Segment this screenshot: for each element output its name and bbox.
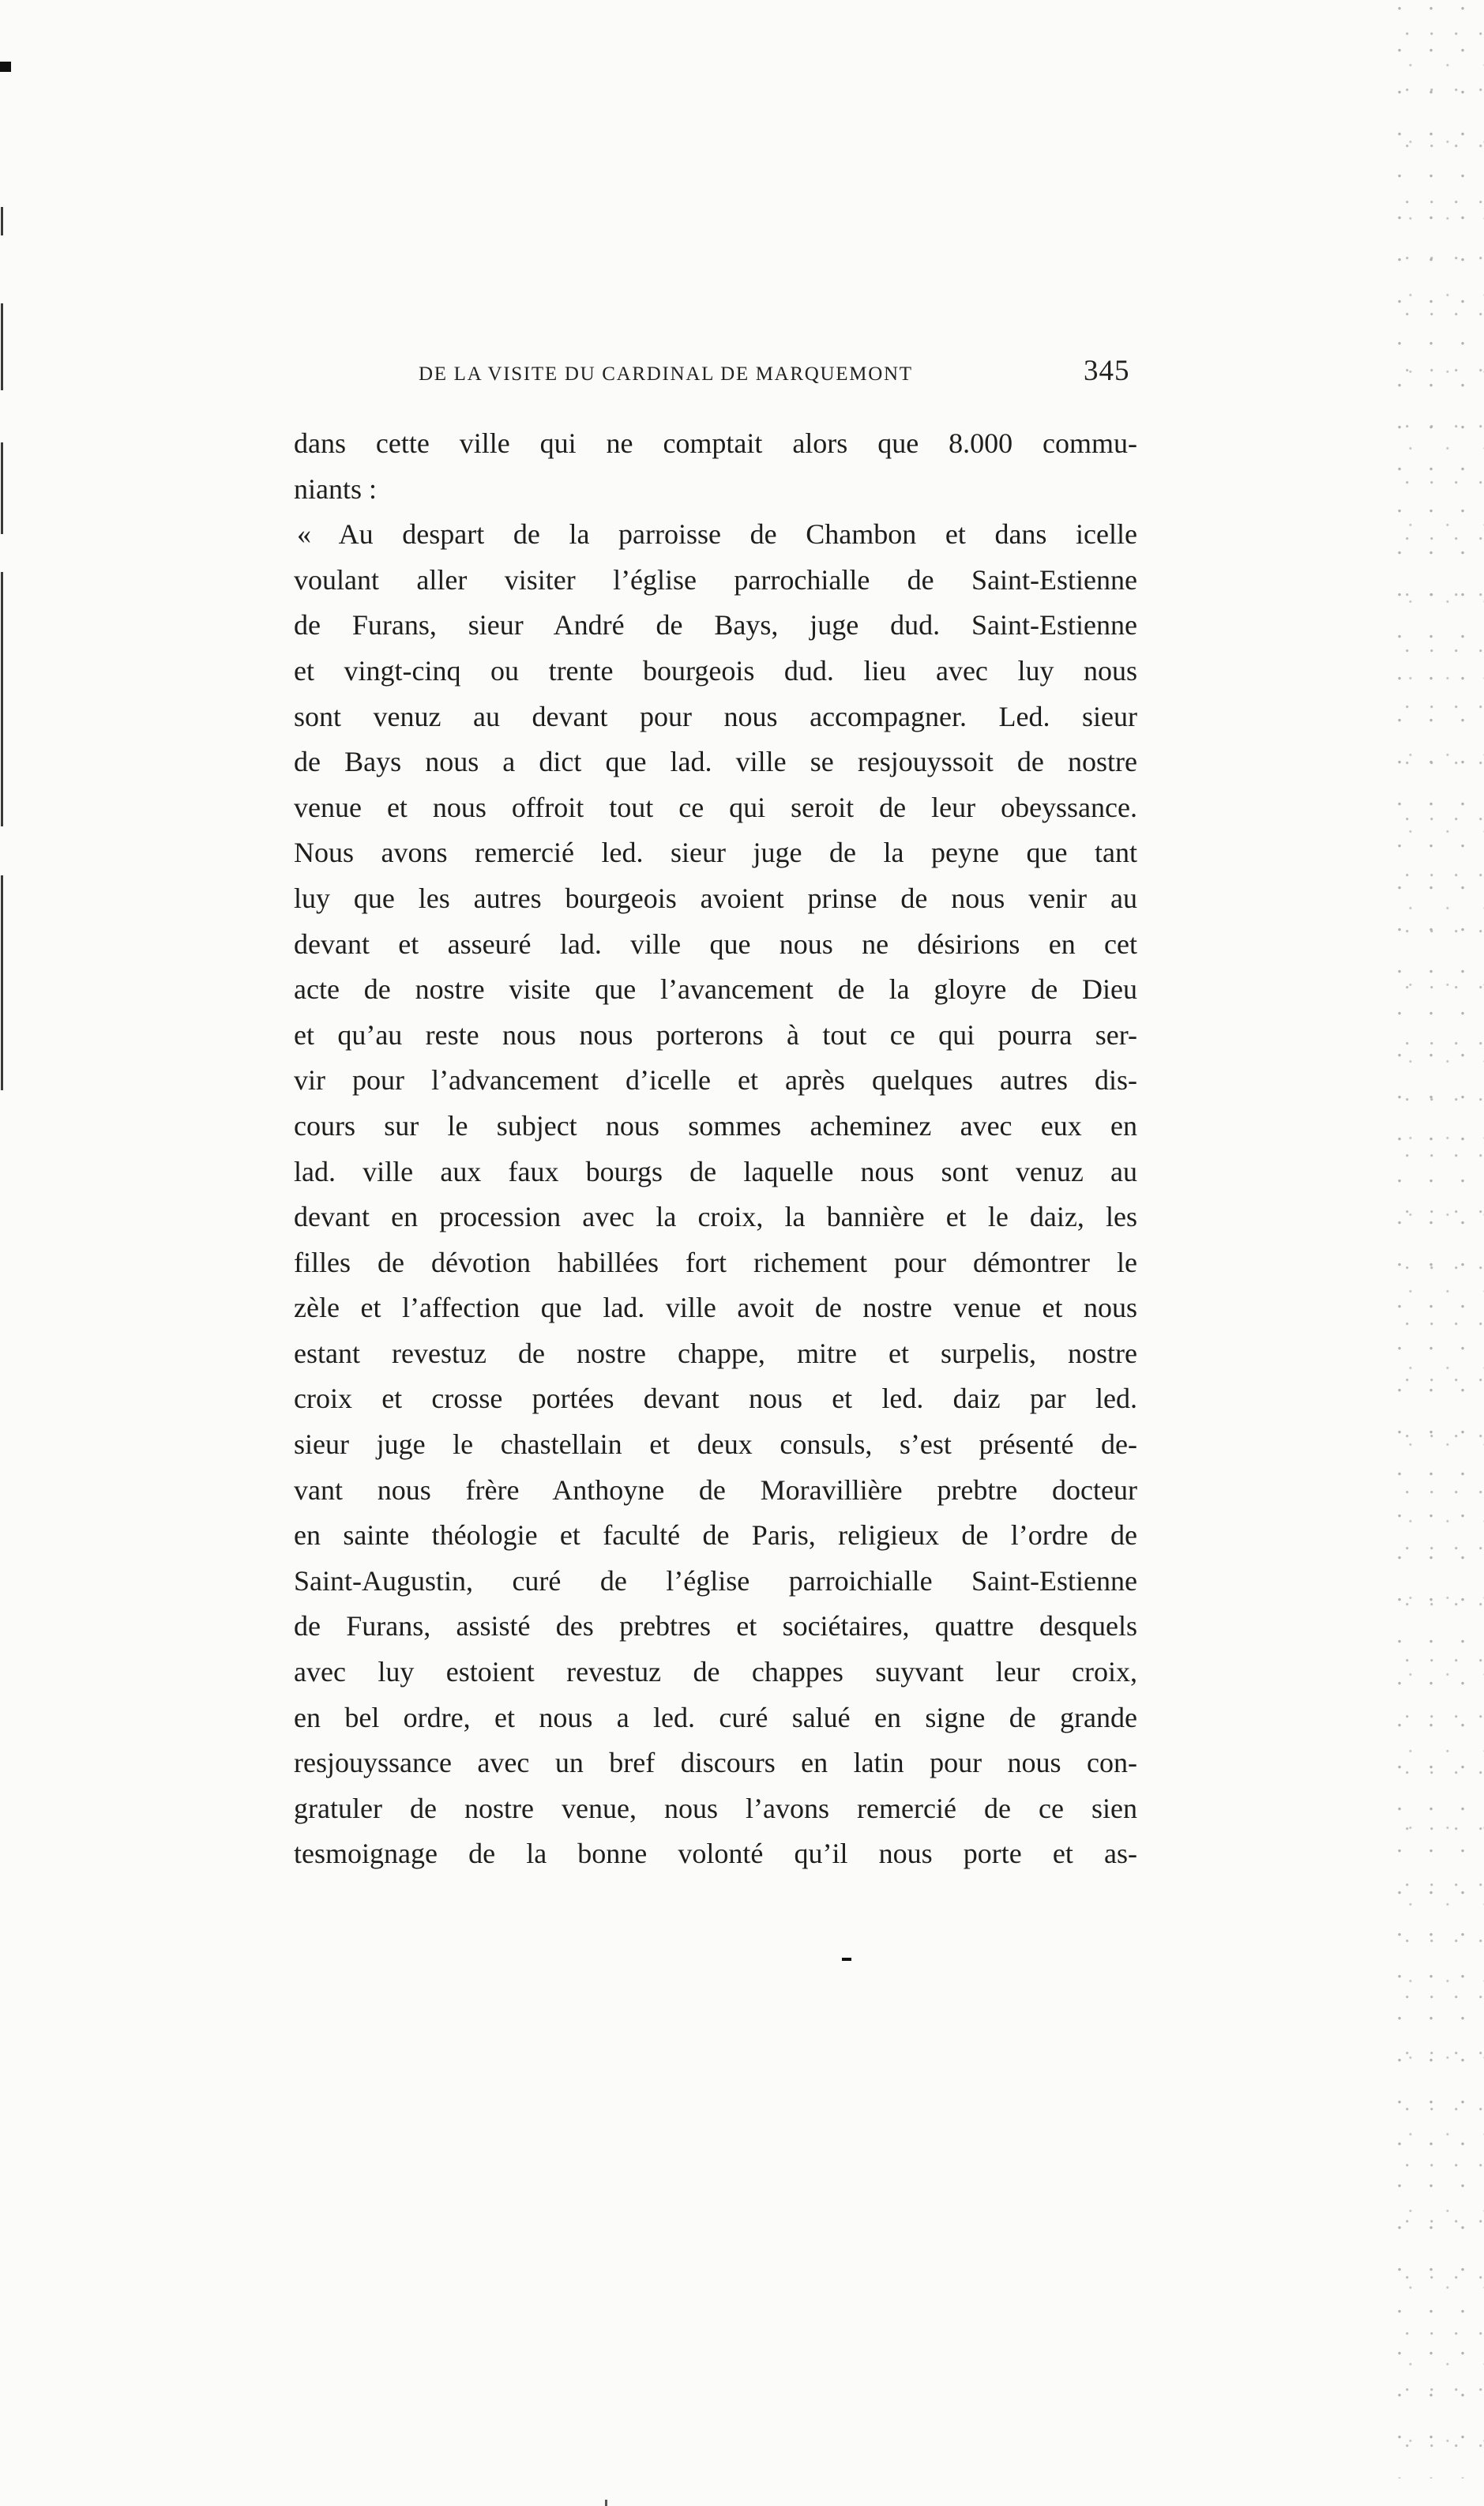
- scan-edge-line: [1, 875, 3, 1090]
- text-line: dans cette ville qui ne comptait alors que 8.000 commu-: [294, 427, 1137, 459]
- scan-edge-line: [1, 572, 3, 826]
- text-line: lad. ville aux faux bourgs de laquelle nous sont venuz au: [294, 1155, 1137, 1187]
- scan-speck: [0, 62, 11, 72]
- text-line: « Au despart de la parroisse de Chambon et dans icelle: [297, 518, 1137, 551]
- text-line: en bel ordre, et nous a led. curé salué en signe de grande: [294, 1701, 1137, 1733]
- text-line: Nous avons remercié led. sieur juge de la peyne que tant: [294, 837, 1137, 869]
- text-line: cours sur le subject nous sommes acheminez avec eux en: [294, 1109, 1137, 1142]
- text-line: de Bays nous a dict que lad. ville se resjouyssoit de nostre: [294, 746, 1137, 778]
- scan-edge-line: [1, 207, 3, 235]
- text-line: et vingt-cinq ou trente bourgeois dud. lieu avec luy nous: [294, 654, 1137, 687]
- text-line: de Furans, sieur André de Bays, juge dud. Saint-Estienne: [294, 609, 1137, 642]
- text-line: et qu’au reste nous nous porterons à tout ce qui pourra ser-: [294, 1018, 1137, 1051]
- scan-edge-line: [1, 442, 3, 534]
- text-line: venue et nous offroit tout ce qui seroit de leur obeyssance.: [294, 791, 1137, 823]
- scan-edge-speckle: [1390, 0, 1484, 2478]
- text-line: gratuler de nostre venue, nous l’avons remercié de ce sien: [294, 1792, 1137, 1824]
- scan-speck: [605, 2500, 607, 2506]
- text-line: estant revestuz de nostre chappe, mitre et surpelis, nostre: [294, 1337, 1137, 1369]
- text-line: acte de nostre visite que l’avancement de la gloyre de Dieu: [294, 973, 1137, 1006]
- text-line: filles de dévotion habillées fort richement pour démontrer le: [294, 1246, 1137, 1278]
- text-line: resjouyssance avec un bref discours en latin pour nous con-: [294, 1747, 1137, 1779]
- text-line: en sainte théologie et faculté de Paris, religieux de l’ordre de: [294, 1519, 1137, 1552]
- text-line: Saint-Augustin, curé de l’église parroichialle Saint-Estienne: [294, 1564, 1137, 1597]
- text-line: sieur juge le chastellain et deux consuls, s’est présenté de-: [294, 1428, 1137, 1461]
- text-line: de Furans, assisté des prebtres et sociétaires, quattre desquels: [294, 1610, 1137, 1642]
- text-line: sont venuz au devant pour nous accompagner. Led. sieur: [294, 700, 1137, 732]
- text-line: zèle et l’affection que lad. ville avoit de nostre venue et nous: [294, 1292, 1137, 1324]
- scan-speck: [842, 1958, 851, 1961]
- text-line: vant nous frère Anthoyne de Moravillière prebtre docteur: [294, 1473, 1137, 1506]
- scan-edge-line: [1, 303, 3, 390]
- text-line: avec luy estoient revestuz de chappes suyvant leur croix,: [294, 1656, 1137, 1688]
- page-number: 345: [1084, 355, 1130, 387]
- text-line: devant en procession avec la croix, la bannière et le daiz, les: [294, 1201, 1137, 1233]
- text-block: [294, 421, 1137, 1877]
- text-line: croix et crosse portées devant nous et led. daiz par led.: [294, 1383, 1137, 1415]
- text-line: niants :: [294, 472, 377, 505]
- text-line: voulant aller visiter l’église parrochialle de Saint-Estienne: [294, 563, 1137, 596]
- text-line: vir pour l’advancement d’icelle et après quelques autres dis-: [294, 1064, 1137, 1097]
- running-head: DE LA VISITE DU CARDINAL DE MARQUEMONT: [419, 363, 913, 385]
- text-line: tesmoignage de la bonne volonté qu’il nous porte et as-: [294, 1838, 1137, 1870]
- text-line: luy que les autres bourgeois avoient prinse de nous venir au: [294, 882, 1137, 914]
- text-line: devant et asseuré lad. ville que nous ne désirions en cet: [294, 928, 1137, 960]
